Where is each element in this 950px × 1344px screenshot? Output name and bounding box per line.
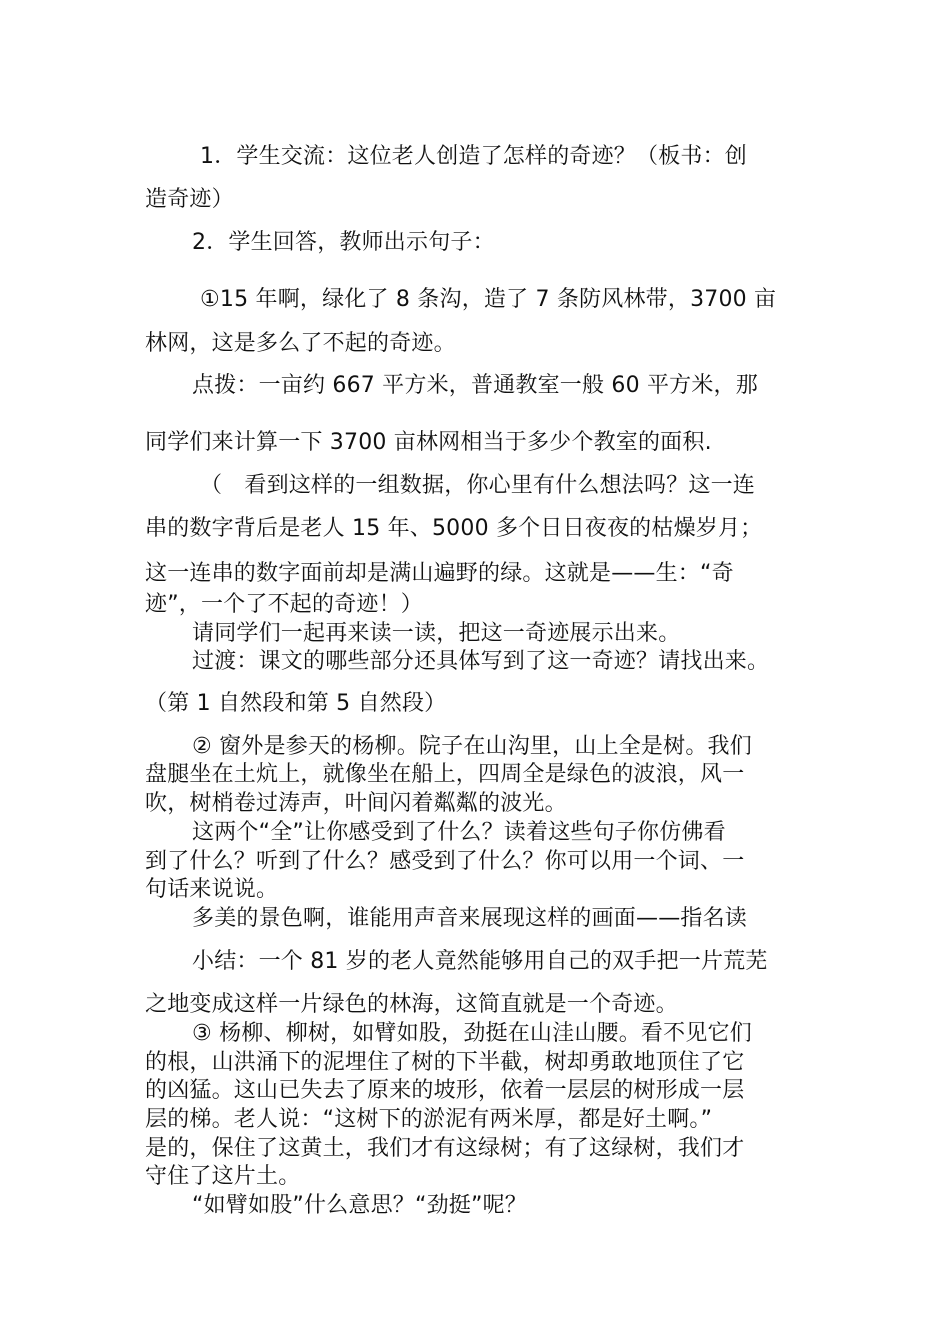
paragraph-line: （第 1 自然段和第 5 自然段） (145, 691, 447, 716)
paragraph-line: 句话来说说。 (145, 877, 279, 902)
paragraph-line: 1．学生交流：这位老人创造了怎样的奇迹？（板书：创 (200, 144, 747, 169)
paragraph-line: 到了什么？听到了什么？感受到了什么？你可以用一个词、一 (145, 849, 745, 874)
paragraph-line: 2．学生回答，教师出示句子： (192, 230, 495, 255)
paragraph-line: 是的，保住了这黄土，我们才有这绿树；有了这绿树，我们才 (145, 1136, 745, 1161)
paragraph-line: 造奇迹） (145, 187, 234, 212)
paragraph-line: 的根，山洪涌下的泥埋住了树的下半截，树却勇敢地顶住了它 (145, 1050, 745, 1075)
paragraph-line: ③ 杨柳、柳树，如臂如股，劲挺在山洼山腰。看不见它们 (192, 1021, 752, 1046)
paragraph-line: （ 看到这样的一组数据，你心里有什么想法吗？这一连 (200, 473, 756, 498)
paragraph-line: 层的梯。老人说：“这树下的淤泥有两米厚，都是好土啊。” (145, 1107, 713, 1132)
paragraph-line: 过渡：课文的哪些部分还具体写到了这一奇迹？请找出来。 (192, 649, 770, 674)
paragraph-line: 之地变成这样一片绿色的林海，这简直就是一个奇迹。 (145, 992, 678, 1017)
paragraph-line: 吹，树梢卷过涛声，叶间闪着粼粼的波光。 (145, 791, 567, 816)
paragraph-line: 点拨：一亩约 667 平方米，普通教室一般 60 平方米，那 (192, 373, 758, 398)
paragraph-line: 串的数字背后是老人 15 年、5000 多个日日夜夜的枯燥岁月； (145, 516, 763, 541)
paragraph-line: 的凶猛。这山已失去了原来的坡形，依着一层层的树形成一层 (145, 1078, 745, 1103)
paragraph-line: 迹”，一个了不起的奇迹！） (145, 592, 423, 617)
paragraph-line: 守住了这片土。 (145, 1164, 301, 1189)
paragraph-line: ①15 年啊，绿化了 8 条沟，造了 7 条防风林带，3700 亩 (200, 287, 777, 312)
paragraph-line: 盘腿坐在土炕上，就像坐在船上，四周全是绿色的波浪，风一 (145, 762, 745, 787)
paragraph-line: 请同学们一起再来读一读，把这一奇迹展示出来。 (192, 621, 681, 646)
paragraph-line: 同学们来计算一下 3700 亩林网相当于多少个教室的面积. (145, 430, 712, 455)
paragraph-line: 林网，这是多么了不起的奇迹。 (145, 331, 456, 356)
paragraph-line: ② 窗外是参天的杨柳。院子在山沟里，山上全是树。我们 (192, 734, 752, 759)
paragraph-line: 这一连串的数字面前却是满山遍野的绿。这就是——生：“奇 (145, 561, 734, 586)
paragraph-line: 这两个“全”让你感受到了什么？读着这些句子你仿佛看 (192, 820, 726, 845)
paragraph-line: “如臂如股”什么意思？“劲挺”呢？ (192, 1193, 527, 1218)
paragraph-line: 小结：一个 81 岁的老人竟然能够用自己的双手把一片荒芜 (192, 949, 768, 974)
paragraph-line: 多美的景色啊，谁能用声音来展现这样的画面——指名读 (192, 906, 748, 931)
